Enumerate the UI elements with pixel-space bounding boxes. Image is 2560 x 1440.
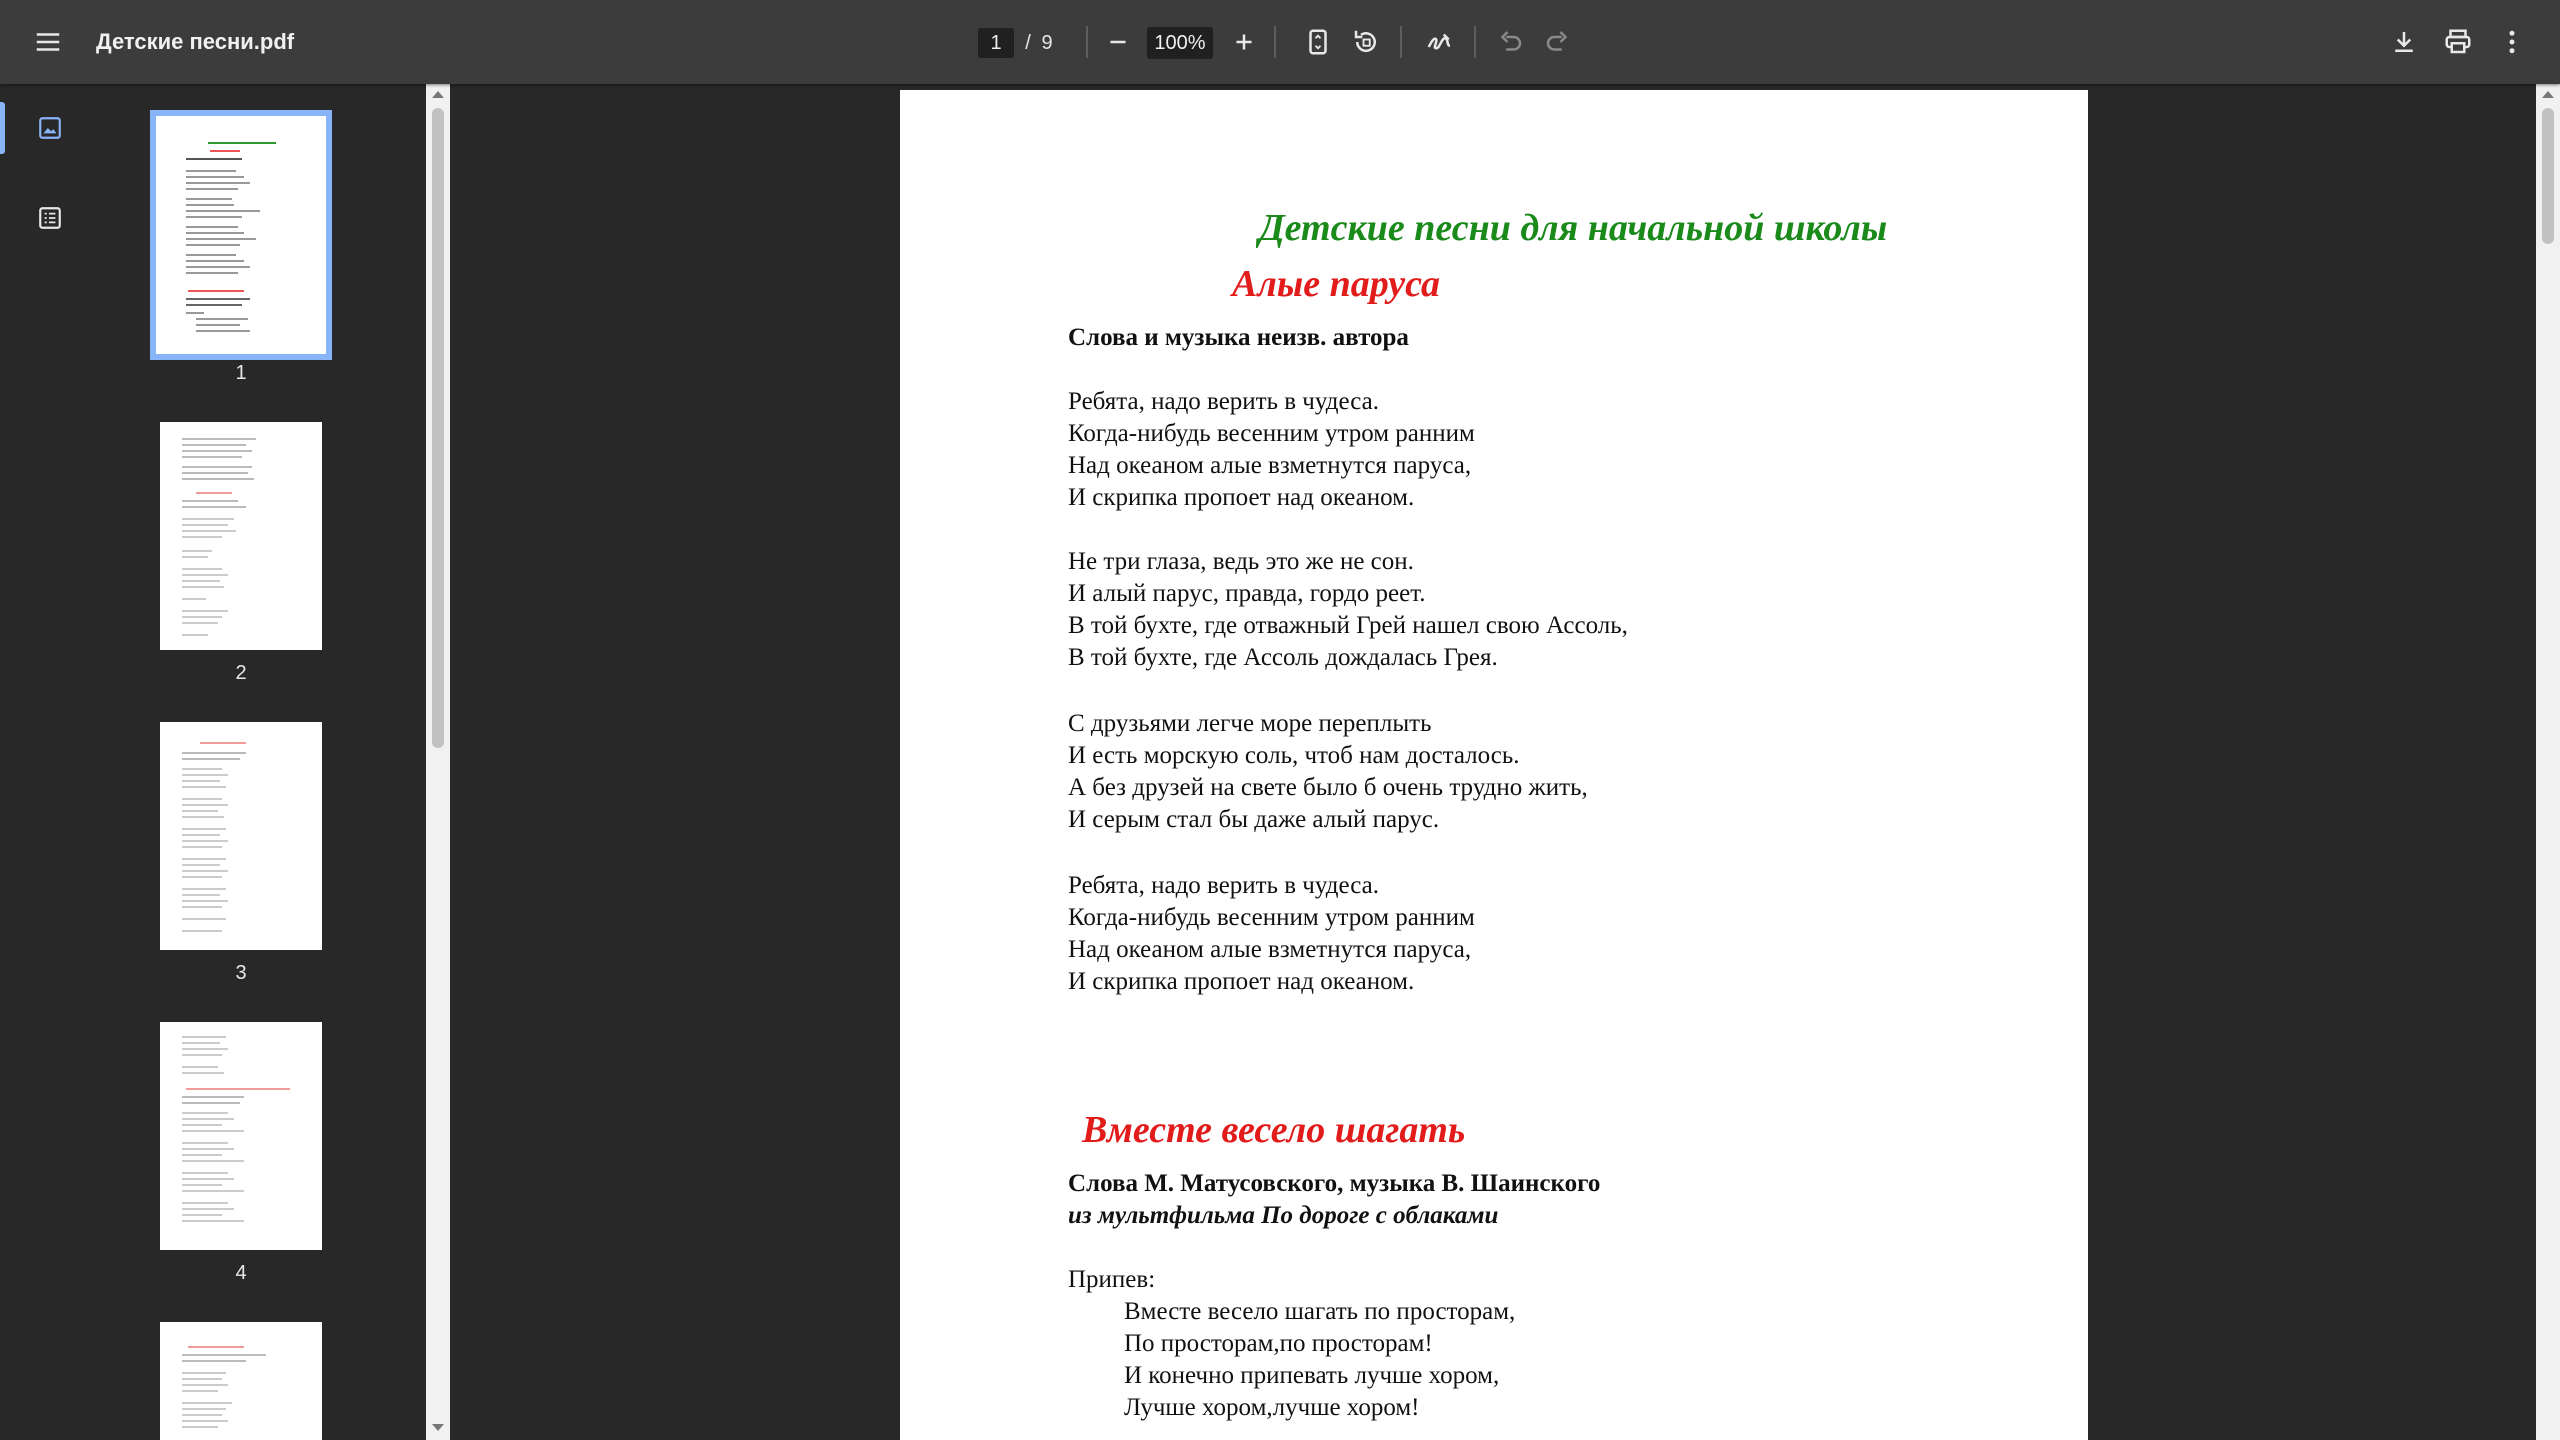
fit-page-icon xyxy=(1303,27,1333,57)
thumbnails-pane xyxy=(100,84,426,1440)
zoom-in-button[interactable] xyxy=(1222,20,1266,64)
file-title: Детские песни.pdf xyxy=(96,29,295,54)
scroll-up-arrow-icon[interactable] xyxy=(2542,88,2554,100)
thumbnail-label-2: 2 xyxy=(235,662,247,684)
page-thumbnail-3[interactable] xyxy=(160,722,322,950)
thumbnails-scrollbar-thumb[interactable] xyxy=(432,108,444,748)
lyric-line: Вместе весело шагать по просторам, xyxy=(1124,1298,1516,1325)
document-title: Детские песни для начальной школы xyxy=(1258,207,1888,249)
toolbar-divider xyxy=(1086,26,1088,58)
lyric-line: По просторам,по просторам! xyxy=(1124,1330,1433,1357)
undo-button[interactable] xyxy=(1488,20,1532,64)
chorus-label: Припев: xyxy=(1068,1266,1156,1293)
lyric-line: И есть морскую соль, чтоб нам досталось. xyxy=(1068,742,1520,769)
document-scrollbar-thumb[interactable] xyxy=(2542,108,2554,244)
image-icon xyxy=(37,115,63,141)
lyric-line: В той бухте, где Ассоль дождалась Грея. xyxy=(1068,644,1498,671)
lyric-line: Над океаном алые взметнутся паруса, xyxy=(1068,452,1472,479)
scroll-up-arrow-icon[interactable] xyxy=(432,88,444,100)
lyric-line: И скрипка пропоет над океаном. xyxy=(1068,484,1415,511)
thumbnail-label-3: 3 xyxy=(235,962,247,984)
outline-icon xyxy=(37,205,63,231)
document-viewer[interactable] xyxy=(450,84,2536,1440)
lyric-line: Когда-нибудь весенним утром ранним xyxy=(1068,904,1475,931)
song-subtitle: из мультфильма По дороге с облаками xyxy=(1068,1202,1499,1229)
rotate-button[interactable] xyxy=(1344,20,1388,64)
menu-icon xyxy=(33,27,63,57)
lyric-line: Не три глаза, ведь это же не сон. xyxy=(1068,548,1414,575)
zoom-input[interactable] xyxy=(1147,27,1213,59)
lyric-line: Лучше хором,лучше хором! xyxy=(1124,1394,1420,1421)
scroll-down-arrow-icon[interactable] xyxy=(432,1422,444,1434)
lyric-line: Когда-нибудь весенним утром ранним xyxy=(1068,420,1475,447)
page-thumbnail-1[interactable] xyxy=(156,116,326,354)
thumbnails-view-button[interactable] xyxy=(24,102,76,154)
lyric-line: И скрипка пропоет над океаном. xyxy=(1068,968,1415,995)
menu-button[interactable] xyxy=(26,20,70,64)
pdf-page-1 xyxy=(900,90,2088,1440)
toolbar-divider xyxy=(1274,26,1276,58)
more-icon xyxy=(2497,27,2527,57)
download-button[interactable] xyxy=(2382,20,2426,64)
lyric-line: И алый парус, правда, гордо реет. xyxy=(1068,580,1426,607)
document-scrollbar[interactable] xyxy=(2536,84,2560,1440)
redo-button[interactable] xyxy=(1536,20,1580,64)
page-number-input[interactable] xyxy=(978,28,1014,58)
zoom-in-icon xyxy=(1229,27,1259,57)
toolbar-divider xyxy=(1474,26,1476,58)
song-credit: Слова и музыка неизв. автора xyxy=(1068,324,1409,351)
toolbar xyxy=(0,0,2560,84)
song-title: Вместе весело шагать xyxy=(1082,1109,1466,1151)
active-indicator xyxy=(0,102,5,154)
lyric-line: И серым стал бы даже алый парус. xyxy=(1068,806,1440,833)
sidebar-rail xyxy=(0,84,100,1440)
lyric-line: В той бухте, где отважный Грей нашел свою Ассоль, xyxy=(1068,612,1628,639)
zoom-out-button[interactable] xyxy=(1096,20,1140,64)
song-credit: Слова М. Матусовского, музыка В. Шаинского xyxy=(1068,1170,1601,1197)
page-thumbnail-2[interactable] xyxy=(160,422,322,650)
more-actions-button[interactable] xyxy=(2490,20,2534,64)
lyric-line: А без друзей на свете было б очень трудно жить, xyxy=(1068,774,1588,801)
lyric-line: Над океаном алые взметнутся паруса, xyxy=(1068,936,1472,963)
page-thumbnail-5[interactable] xyxy=(160,1322,322,1440)
redo-icon xyxy=(1543,27,1573,57)
fit-page-button[interactable] xyxy=(1296,20,1340,64)
outline-view-button[interactable] xyxy=(24,192,76,244)
zoom-out-icon xyxy=(1103,27,1133,57)
page-thumbnail-4[interactable] xyxy=(160,1022,322,1250)
print-icon xyxy=(2443,27,2473,57)
rotate-icon xyxy=(1351,27,1381,57)
lyric-line: Ребята, надо верить в чудеса. xyxy=(1068,872,1379,899)
print-button[interactable] xyxy=(2436,20,2480,64)
page-separator: / xyxy=(1025,32,1031,54)
thumbnails-scrollbar[interactable] xyxy=(426,84,450,1440)
undo-icon xyxy=(1495,27,1525,57)
thumbnail-label-1: 1 xyxy=(235,362,247,384)
page-total: 9 xyxy=(1041,32,1053,54)
download-icon xyxy=(2389,27,2419,57)
toolbar-divider xyxy=(1400,26,1402,58)
lyric-line: Ребята, надо верить в чудеса. xyxy=(1068,388,1379,415)
lyric-line: С друзьями легче море переплыть xyxy=(1068,710,1432,737)
song-title: Алые паруса xyxy=(1232,263,1440,305)
lyric-line: И конечно припевать лучше хором, xyxy=(1124,1362,1500,1389)
annotate-button[interactable] xyxy=(1418,20,1462,64)
annotate-icon xyxy=(1425,27,1455,57)
thumbnail-label-4: 4 xyxy=(235,1262,247,1284)
